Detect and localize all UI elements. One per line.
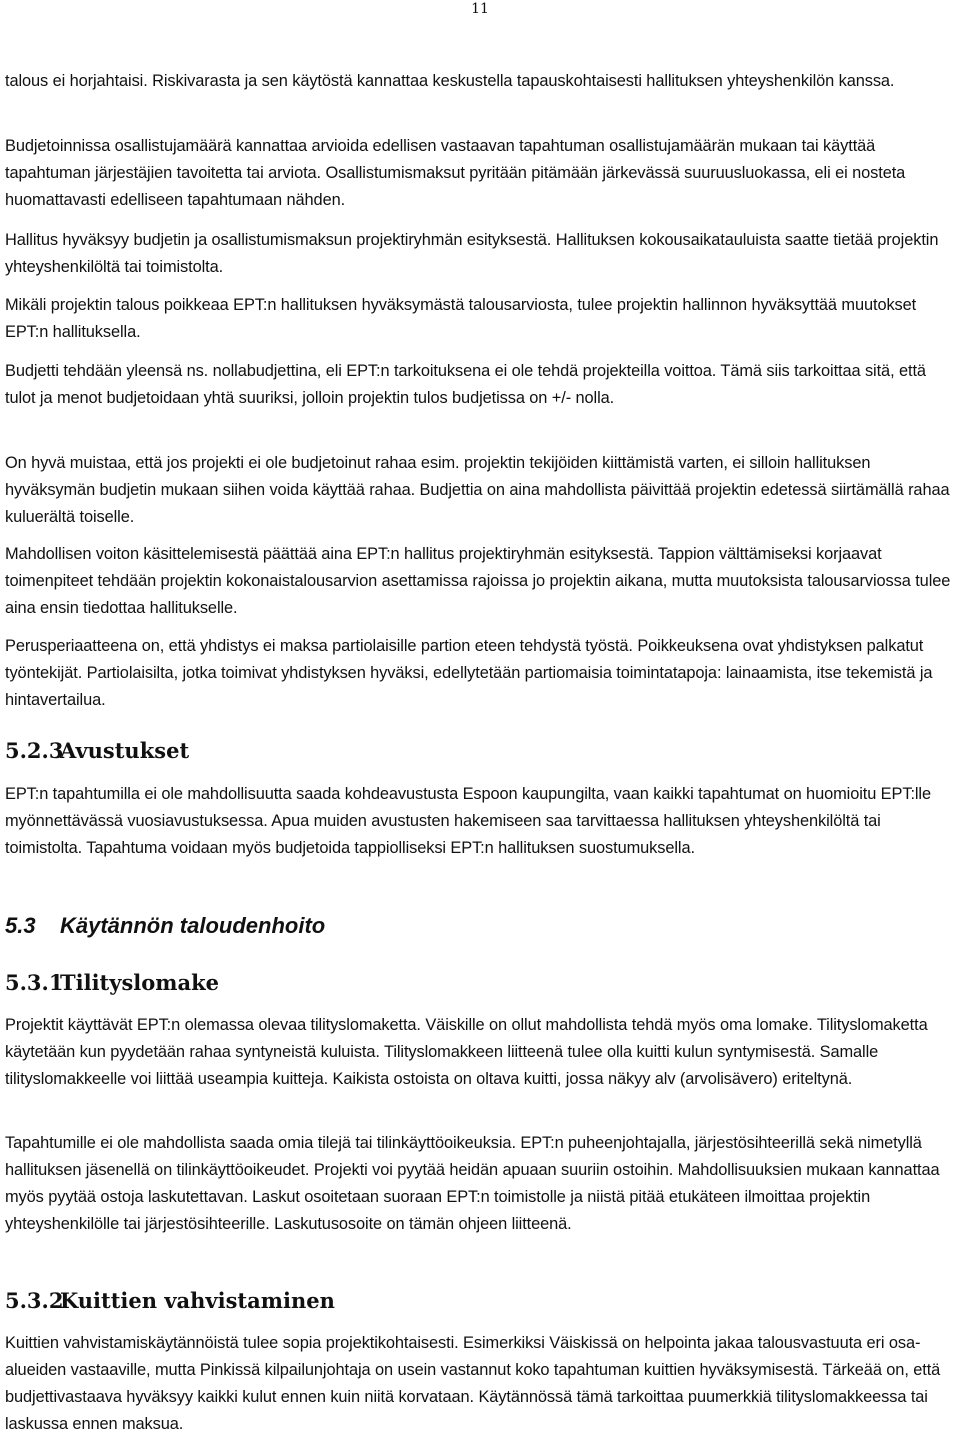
section-heading bbox=[5, 738, 189, 763]
paragraph: Mikäli projektin talous poikkeaa EPT:n hallituksen hyväksymästä talousarviosta, tulee projektin hallinnon hyväksyttää muutokset EPT:n hallituksella. bbox=[5, 296, 917, 341]
section-heading bbox=[5, 913, 325, 939]
paragraph: Mahdollisen voiton käsittelemisestä päättää aina EPT:n hallitus projektiryhmän esityksestä. Tappion välttämiseksi korjaavat toimenpiteet tehdään projektin kokonaistalousarvion asettamissa rajoissa jo projektin aikana, mutta muutoksista talousarviossa tulee aina ensin tiedottaa hallitukselle. bbox=[5, 545, 951, 617]
section-heading bbox=[5, 1288, 335, 1313]
paragraph: On hyvä muistaa, että jos projekti ei ole budjetoinut rahaa esim. projektin tekijöiden kiittämistä varten, ei silloin hallituksen hyväksymän budjetin mukaan siihen voida käyttää rahaa. Budjettia on aina mahdollista päivittää projektin edetessä siirtämällä rahaa kuluerältä toiselle. bbox=[5, 454, 950, 526]
paragraph: Budjetti tehdään yleensä ns. nollabudjettina, eli EPT:n tarkoituksena ei ole tehdä projekteilla voittoa. Tämä siis tarkoittaa sitä, että tulot ja menot budjetoidaan yhtä suuriksi, jolloin projektin tulos budjetissa on +/- nolla. bbox=[5, 362, 926, 407]
section-number: 5.3.2 bbox=[5, 1288, 64, 1313]
paragraph: Budjetoinnissa osallistujamäärä kannattaa arvioida edellisen vastaavan tapahtuman osallistujamäärän mukaan tai käyttää tapahtuman järjestäjien tavoitetta tai arviota. Osallistumismaksut pyritään pitämään järkevässä suuruusluokassa, eli ei nosteta huomattavasti edelliseen tapahtumaan nähden. bbox=[5, 137, 906, 209]
paragraph: Hallitus hyväksyy budjetin ja osallistumismaksun projektiryhmän esityksestä. Hallituksen kokousaikatauluista saatte tietää projektin yhteyshenkilöltä tai toimistolta. bbox=[5, 231, 939, 276]
section-number: 5.3.1 bbox=[5, 970, 64, 995]
section-title: Kuittien vahvistaminen bbox=[60, 1288, 335, 1313]
paragraph: Tapahtumille ei ole mahdollista saada omia tilejä tai tilinkäyttöoikeuksia. EPT:n puheenjohtajalla, järjestösihteerillä sekä nimetyllä hallituksen jäsenellä on tilinkäyttöoikeudet. Projekti voi pyytää heidän apuaan suuriin ostoihin. Mahdollisuuksien mukaan kannattaa myös pyytää ostoja laskutettavan. Laskut osoitetaan suoraan EPT:n toimistolle ja niistä pitää etukäteen ilmoittaa projektin yhteyshenkilölle tai järjestösihteerille. Laskutusosoite on tämän ohjeen liitteenä. bbox=[5, 1134, 940, 1233]
paragraph: talous ei horjahtaisi. Riskivarasta ja sen käytöstä kannattaa keskustella tapauskohtaisesti hallituksen yhteyshenkilön kanssa. bbox=[5, 72, 895, 90]
paragraph: Projektit käyttävät EPT:n olemassa olevaa tilityslomaketta. Väiskille on ollut mahdollista tehdä myös oma lomake. Tilityslomaketta käytetään kun pyydetään rahaa syntyneistä kuluista. Tilityslomakkeen liitteenä tulee olla kuitti kulun syntymisestä. Samalle tilityslomakkeelle voi liittää useampia kuitteja. Kaikista ostoista on oltava kuitti, jossa näkyy alv (arvolisävero) eriteltynä. bbox=[5, 1016, 928, 1088]
section-title: Käytännön taloudenhoito bbox=[60, 913, 326, 938]
section-number: 5.3 bbox=[5, 913, 36, 938]
paragraph: EPT:n tapahtumilla ei ole mahdollisuutta saada kohdeavustusta Espoon kaupungilta, vaan kaikki tapahtumat on huomioitu EPT:lle myönnettävässä vuosiavustuksessa. Apua muiden avustusten hakemiseen saa tarvittaessa hallituksen yhteyshenkilöltä tai toimistolta. Tapahtuma voidaan myös budjetoida tappiolliseksi EPT:n hallituksen suostumuksella. bbox=[5, 785, 931, 857]
page-number: 11 bbox=[471, 1, 489, 17]
section-heading bbox=[5, 970, 219, 995]
section-title: Avustukset bbox=[60, 738, 190, 763]
section-title: Tilityslomake bbox=[60, 970, 220, 995]
paragraph: Kuittien vahvistamiskäytännöistä tulee sopia projektikohtaisesti. Esimerkiksi Väiskissä on helpointa jakaa talousvastuuta eri osa-alueiden vastaaville, mutta Pinkissä kilpailunjohtaja on usein vastannut koko tapahtuman kuittien hyväksymisestä. Tärkeää on, että budjettivastaava hyväksyy kaikki kulut ennen kuin niitä korvataan. Käytännössä tämä tarkoittaa puumerkkiä tilityslomakkeessa tai laskussa ennen maksua. bbox=[5, 1334, 941, 1433]
section-number: 5.2.3 bbox=[5, 738, 64, 763]
paragraph: Perusperiaatteena on, että yhdistys ei maksa partiolaisille partion eteen tehdystä työstä. Poikkeuksena ovat yhdistyksen palkatut työntekijät. Partiolaisilta, jotka toimivat yhdistyksen hyväksi, edellytetään partiomaisia toimintatapoja: lainaamista, itse tekemistä ja hintavertailua. bbox=[5, 637, 933, 709]
